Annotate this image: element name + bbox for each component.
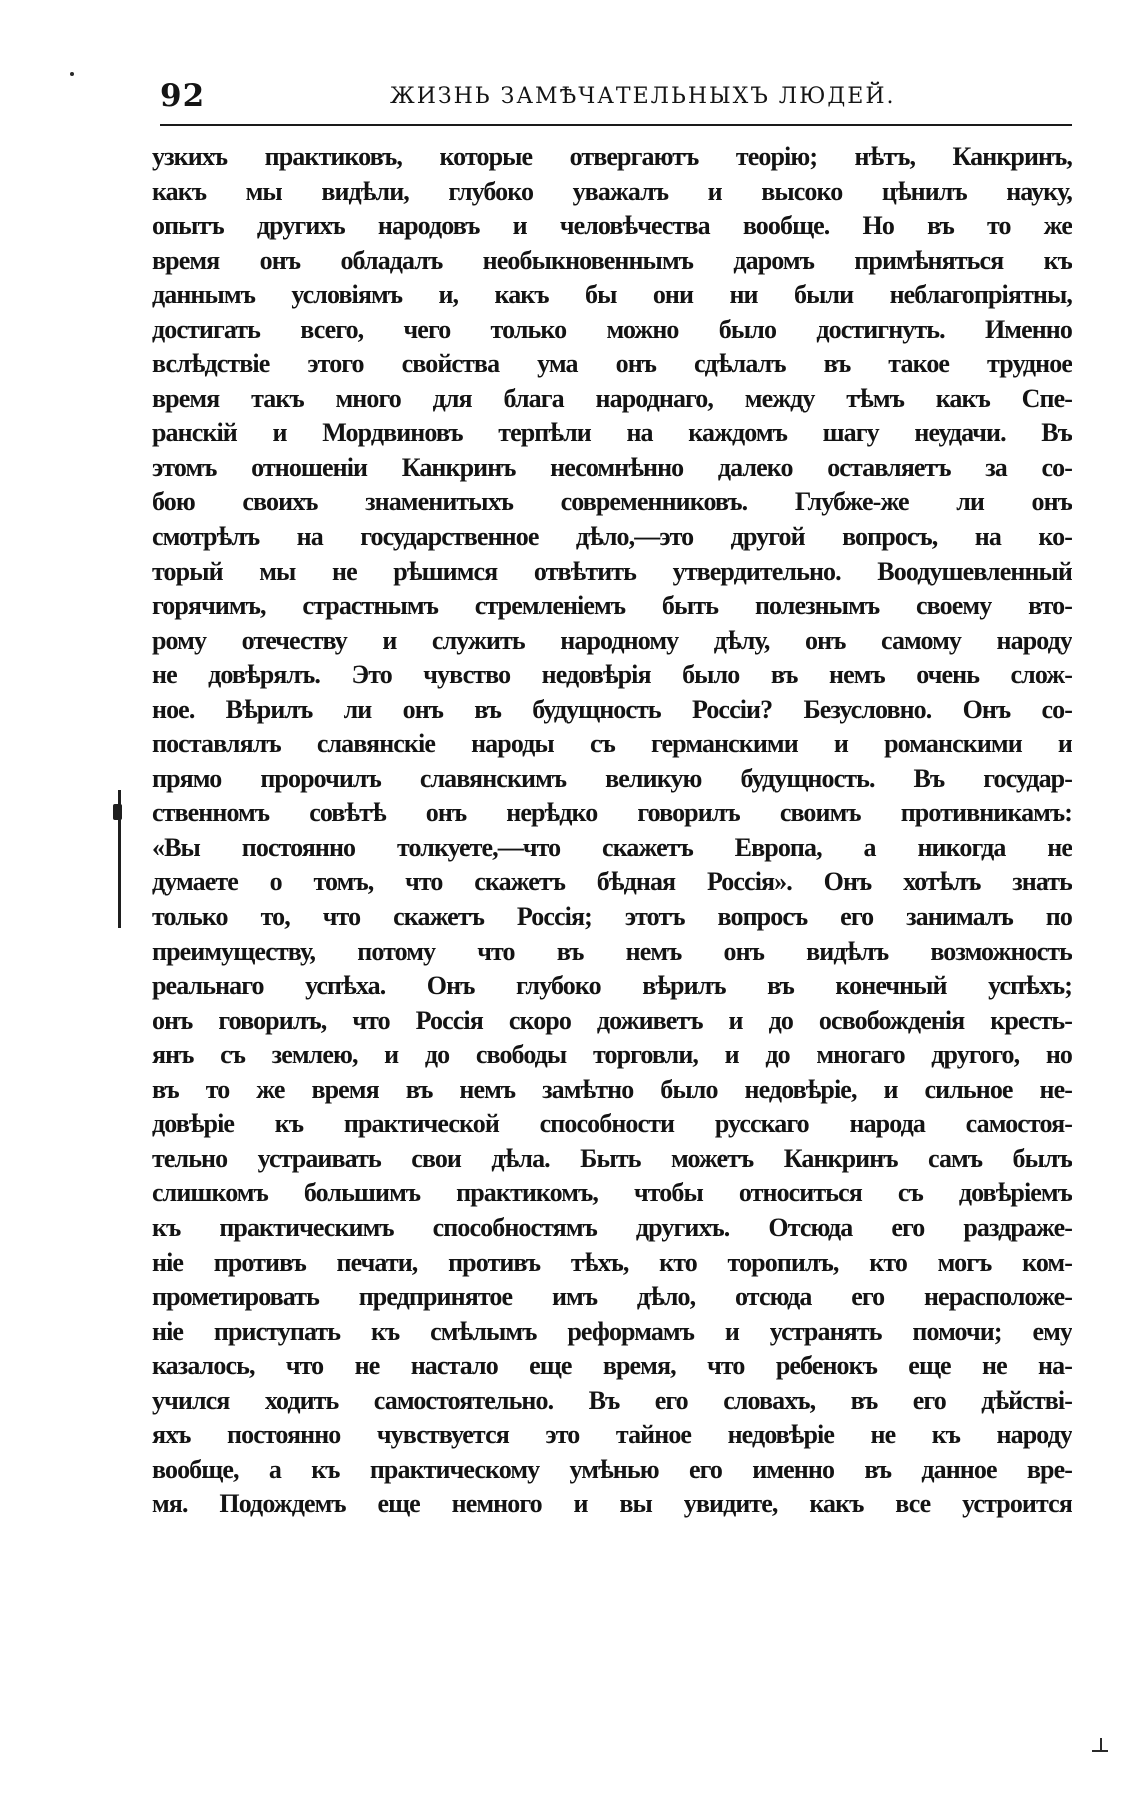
- text-line: довѣріе къ практической способности русскаго народа самостоя-: [152, 1109, 1072, 1139]
- text-line: казалось, что не настало еще время, что ребенокъ еще не на-: [152, 1351, 1072, 1381]
- text-line: не довѣрялъ. Это чувство недовѣрія было въ немъ очень слож-: [152, 660, 1072, 690]
- text-line: рому отечеству и служить народному дѣлу, онъ самому народу: [152, 625, 1072, 655]
- text-line: реальнаго успѣха. Онъ глубоко вѣрилъ въ конечный успѣхъ;: [152, 971, 1072, 1001]
- page-number: 92: [160, 78, 206, 114]
- scan-edge-mark: [1100, 1738, 1102, 1752]
- text-line: янъ съ землею, и до свободы торговли, и до многаго другого, но: [152, 1040, 1072, 1070]
- text-line: ніе противъ печати, противъ тѣхъ, кто торопилъ, кто могъ ком-: [152, 1247, 1072, 1277]
- text-line: въ то же время въ немъ замѣтно было недовѣріе, и сильное не-: [152, 1074, 1072, 1104]
- page-header: [160, 76, 1060, 122]
- text-line: ніе приступать къ смѣлымъ реформамъ и устранять помочи; ему: [152, 1316, 1072, 1346]
- text-line: бою своихъ знаменитыхъ современниковъ. Глубже-же ли онъ: [152, 487, 1072, 517]
- text-line: тельно устраивать свои дѣла. Быть можетъ Канкринъ самъ былъ: [152, 1143, 1072, 1173]
- text-line: учился ходить самостоятельно. Въ его словахъ, въ его дѣйстві-: [152, 1385, 1072, 1415]
- text-line: прямо пророчилъ славянскимъ великую будущность. Въ государ-: [152, 763, 1072, 793]
- text-line: узкихъ практиковъ, которые отвергаютъ теорію; нѣтъ, Канкринъ,: [152, 142, 1072, 171]
- text-line: «Вы постоянно толкуете,—что скажетъ Европа, а никогда не: [152, 832, 1072, 862]
- text-line: достигать всего, чего только можно было достигнуть. Именно: [152, 314, 1072, 344]
- text-line: смотрѣлъ на государственное дѣло,—это другой вопросъ, на ко-: [152, 522, 1072, 552]
- text-line: ранскій и Мордвиновъ терпѣли на каждомъ шагу неудачи. Въ: [152, 418, 1072, 448]
- text-line: опытъ другихъ народовъ и человѣчества вообще. Но въ то же: [152, 211, 1072, 241]
- text-line: время такъ много для блага народнаго, между тѣмъ какъ Спе-: [152, 383, 1072, 413]
- text-line: ственномъ совѣтѣ онъ нерѣдко говорилъ своимъ противникамъ:: [152, 798, 1072, 828]
- text-line: этомъ отношеніи Канкринъ несомнѣнно далеко оставляетъ за со-: [152, 452, 1072, 482]
- text-line: какъ мы видѣли, глубоко уважалъ и высоко цѣнилъ науку,: [152, 176, 1072, 206]
- text-line: слишкомъ большимъ практикомъ, чтобы относиться съ довѣріемъ: [152, 1178, 1072, 1208]
- text-line: поставлялъ славянскіе народы съ германскими и романскими и: [152, 729, 1072, 759]
- text-line: мя. Подождемъ еще немного и вы увидите, какъ все устроится: [152, 1489, 1072, 1519]
- running-title: ЖИЗНЬ ЗАМѢЧАТЕЛЬНЫХЪ ЛЮДЕЙ.: [390, 84, 896, 109]
- text-line: даннымъ условіямъ и, какъ бы они ни были неблагопріятны,: [152, 280, 1072, 310]
- text-line: яхъ постоянно чувствуется это тайное недовѣріе не къ народу: [152, 1420, 1072, 1450]
- margin-mark-tick: [113, 804, 122, 820]
- text-line: вслѣдствіе этого свойства ума онъ сдѣлалъ въ такое трудное: [152, 349, 1072, 379]
- text-line: думаете о томъ, что скажетъ бѣдная Россія». Онъ хотѣлъ знать: [152, 867, 1072, 897]
- text-line: ное. Вѣрилъ ли онъ въ будущность Россіи? Безусловно. Онъ со-: [152, 694, 1072, 724]
- text-line: горячимъ, страстнымъ стремленіемъ быть полезнымъ своему вто-: [152, 591, 1072, 621]
- text-line: только то, что скажетъ Россія; этотъ вопросъ его занималъ по: [152, 902, 1072, 932]
- body-text: [152, 140, 1072, 1522]
- text-line: вообще, а къ практическому умѣнью его именно въ данное вре-: [152, 1454, 1072, 1484]
- ink-speck: [70, 72, 74, 76]
- text-line: преимуществу, потому что въ немъ онъ видѣлъ возможность: [152, 936, 1072, 966]
- text-line: время онъ обладалъ необыкновеннымъ даромъ примѣняться къ: [152, 245, 1072, 275]
- text-line: къ практическимъ способностямъ другихъ. Отсюда его раздраже-: [152, 1212, 1072, 1242]
- text-line: торый мы не рѣшимся отвѣтить утвердительно. Воодушевленный: [152, 556, 1072, 586]
- text-line: онъ говорилъ, что Россія скоро доживетъ и до освобожденія кресть-: [152, 1005, 1072, 1035]
- header-rule: [160, 124, 1072, 126]
- text-line: прометировать предпринятое имъ дѣло, отсюда его нерасположе-: [152, 1282, 1072, 1312]
